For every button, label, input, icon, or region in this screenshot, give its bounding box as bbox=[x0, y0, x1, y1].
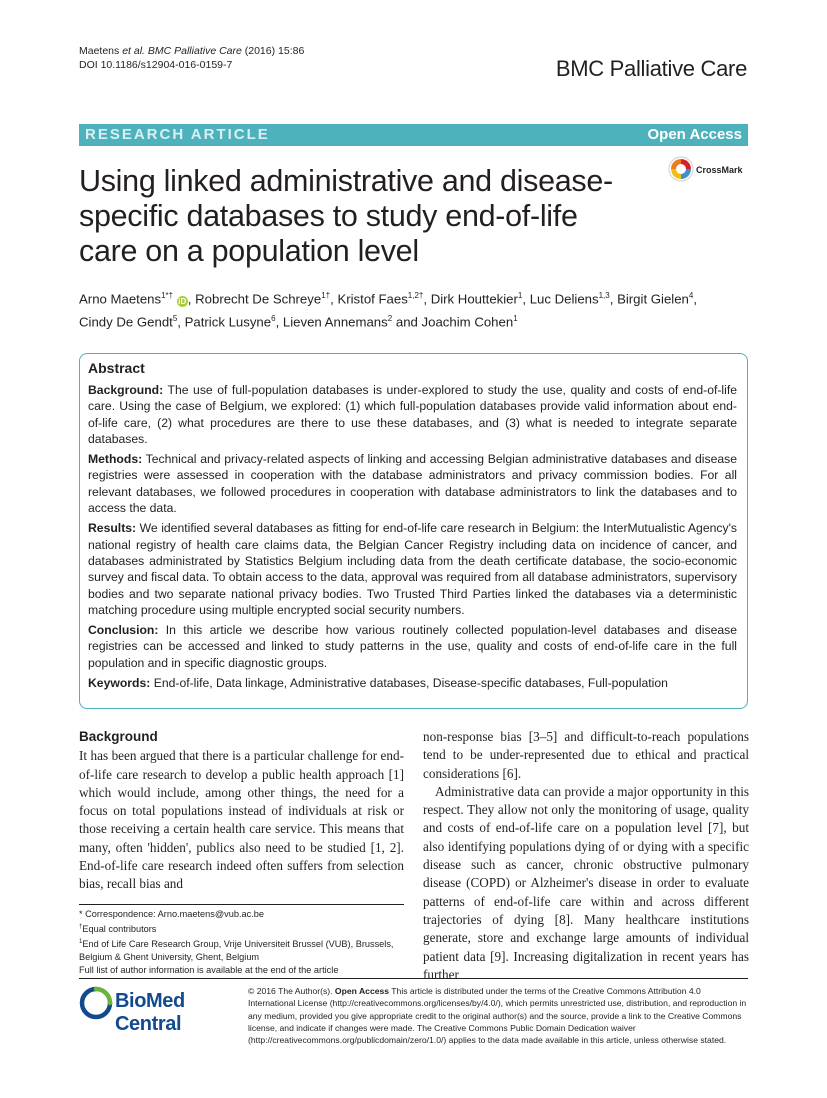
author[interactable]: Dirk Houttekier bbox=[430, 291, 518, 307]
author[interactable]: Joachim Cohen bbox=[421, 314, 514, 330]
citation-line: Maetens et al. BMC Palliative Care (2016) 15:86 bbox=[79, 45, 305, 57]
correspondence-note[interactable]: * Correspondence: Arno.maetens@vub.ac.be bbox=[79, 909, 265, 919]
author[interactable]: Birgit Gielen bbox=[617, 291, 689, 307]
author[interactable]: Kristof Faes bbox=[337, 291, 408, 307]
biomed-central-wordmark: BioMed Central bbox=[115, 990, 185, 1035]
abstract-heading: Abstract bbox=[88, 360, 145, 376]
abstract-background: Background: The use of full-population databases is under-explored to study the use, quality and costs of end-of-life care. Using the case of Belgium, we explored: (1) which full-population databases provide valid information about end-of-life care, (2) what procedures are there to use these databases, and (3) what is needed to integrate separate databases. bbox=[88, 383, 737, 446]
author[interactable]: Patrick Lusyne bbox=[184, 314, 272, 330]
abstract-keywords: Keywords: End-of-life, Data linkage, Administrative databases, Disease-specific databases, Full-population bbox=[88, 676, 668, 691]
body-paragraph: Administrative data can provide a major opportunity in this respect. They allow not only the monitoring of usage, quality and costs of end-of-life care on a population level [7], but also identifying populations dying of or dying with a specific disease such as cancer, chronic obstructive pulmonary disease (COPD) or Alzheimer's disease in order to evaluate patterns of end-of-life care within and across different trajectories of dying [8]. Many healthcare institutions generate, store and exchange large amounts of individual patient data [9]. Increasing digitalization in recent years has further bbox=[423, 783, 749, 982]
author[interactable]: Robrecht De Schreye bbox=[195, 291, 322, 307]
affiliation-note: $^1$End of Life Care Research Group, Vrije Universiteit Brussel (VUB), Brussels, Belgium & Ghent University, Ghent, Belgium bbox=[79, 939, 394, 963]
open-access-label: Open Access bbox=[647, 126, 742, 143]
author-list: Arno Maetens$^{1*\dagger}$ iD , Robrecht De Schreye$^{1\dagger}$, Kristof Faes$^{1,2\dagger}$, Dirk Houttekier$^1$, Luc Deliens$^{1,3}$, Birgit Gielen$^4$, Cindy De Gendt$^5$, Patrick Lusyne$^6$, Lieven Annemans$^2$ and Joachim Cohen$^1$ bbox=[79, 291, 698, 330]
body-column-left bbox=[79, 728, 404, 894]
equal-contributors-note: †Equal contributors bbox=[79, 924, 157, 935]
citation-header bbox=[79, 44, 304, 72]
license-statement: © 2016 The Author(s). Open Access This article is distributed under the terms of the Creative Commons Attribution 4.0 International License (http://creativecommons.org/licenses/by/4.0/), which permits unrestricted use, distribution, and reproduction in any medium, provided you give appropriate credit to the original author(s) and the source, provide a link to the Creative Commons license, and indicate if changes were made. The Creative Commons Public Domain Dedication waiver (http://creativecommons.org/publicdomain/zero/1.0/) applies to the data made available in this article, unless otherwise stated. bbox=[248, 986, 747, 1046]
body-paragraph: non-response bias [3–5] and difficult-to-reach populations tend to be under-represented due to ethical and practical considerations [6]. bbox=[423, 729, 749, 781]
author[interactable]: Lieven Annemans bbox=[282, 314, 388, 330]
journal-name: BMC Palliative Care bbox=[555, 56, 747, 81]
biomed-central-logo-icon bbox=[79, 986, 113, 1020]
abstract-box bbox=[79, 353, 748, 709]
body-paragraph: It has been argued that there is a particular challenge for end-of-life care research to develop a public health approach [1] which would include, among other things, the need for a focus on total populations instead of individuals at risk or those receiving a certain health care service. This means that many, often 'hidden', publics also need to be studied [1, 2]. End-of-life care research indeed often suffers from selection bias, recall bias and bbox=[79, 748, 404, 892]
author[interactable]: Luc Deliens bbox=[529, 291, 599, 307]
abstract-results: Results: We identified several databases as fitting for end-of-life care research in Belgium: the InterMutualistic Agency's national registry of health care claims data, the Belgian Cancer Registry including data on incidence of cancer, and databases administrated by Statistics Belgium including data from the death certificate database, the socio-economic survey and fiscal data. To obtain access to the data, approval was required from all database administrators, supervisory bodies and two separate national privacy bodies. Two Trusted Third Parties linked the databases via a deterministic matching procedure using multiple encrypted social security numbers. bbox=[88, 521, 737, 617]
abstract-conclusion: Conclusion: In this article we describe how various routinely collected population-level databases and disease registries can be accessed and linked to study patterns in the use, quality and costs of end-of-life care in the full population and in specific diagnostic groups. bbox=[88, 623, 737, 670]
author[interactable]: Cindy De Gendt bbox=[79, 314, 173, 330]
abstract-methods: Methods: Technical and privacy-related aspects of linking and accessing Belgian administrative databases and disease registries were assessed in cooperation with the database administrators and privacy commission bodies. For all relevant databases, we followed procedures in cooperation with database administrators to link the databases and to access the data. bbox=[88, 452, 737, 516]
doi-line[interactable]: DOI 10.1186/s12904-016-0159-7 bbox=[79, 59, 233, 71]
footnotes bbox=[79, 904, 404, 977]
orcid-icon[interactable]: iD bbox=[178, 297, 187, 307]
footer-divider bbox=[79, 978, 748, 979]
crossmark-label: CrossMark bbox=[696, 165, 743, 175]
section-heading: Background bbox=[79, 729, 158, 744]
article-title: Using linked administrative and disease-specific databases to study end-of-life care on a population level bbox=[79, 164, 613, 268]
body-column-right bbox=[423, 728, 749, 984]
author-info-note: Full list of author information is available at the end of the article bbox=[79, 965, 339, 976]
crossmark-badge[interactable] bbox=[668, 156, 758, 186]
author[interactable]: Arno Maetens bbox=[79, 291, 162, 307]
crossmark-icon bbox=[668, 156, 694, 182]
article-type-label: RESEARCH ARTICLE bbox=[85, 126, 270, 143]
biomed-central-logo[interactable] bbox=[79, 985, 239, 1035]
article-type-banner bbox=[79, 124, 748, 146]
